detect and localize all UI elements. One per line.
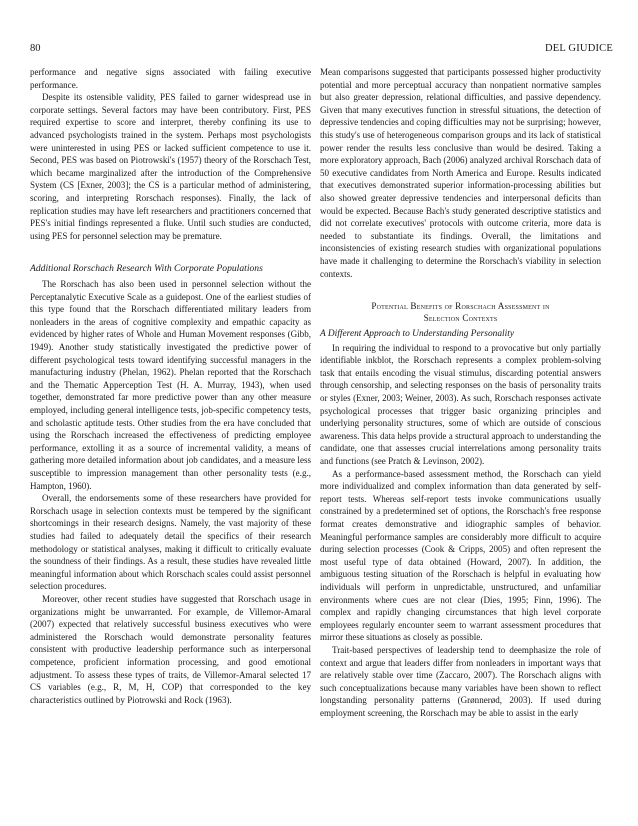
paragraph: Overall, the endorsements some of these researchers have provided for Rorschach usage in selection contexts must be tempered by the significant shortcomings in their research designs. Namely, the vast majority of these studies had failed to adequately detail the specifics of their research methodology or statistical analyses, making it difficult to critically evaluate the soundness of their findings. As a result, these studies have revealed little meaningful information about which Rorschach scales could assist personnel selection procedures. xyxy=(30,493,311,592)
subsection-heading: A Different Approach to Understanding Personality xyxy=(320,329,514,340)
section-heading xyxy=(320,300,601,324)
right-column xyxy=(320,66,601,720)
paragraph: As a performance-based assessment method, the Rorschach can yield more individualized and complex information than data generated by self-report tests. Whereas self-report tests invoke communications usually constrained by a predetermined set of options, the Rorschach's free response format creates demonstrative and idiographic samples of behavior. Meaningful performance samples are considerably more difficult to acquire during selection processes (Cook & Cripps, 2005) and often represent the most useful type of data obtained (Howard, 2007). In addition, the ambiguous testing situation of the Rorschach is helpful in evaluating how individuals will perform in unpredictable, unstructured, and unfamiliar environments where cues are not clear (Dies, 1995; Finn, 1996). The complex and rapidly changing circumstances that high level corporate employees regularly encounter seem to warrant assessment procedures that mirror these situations as closely as possible. xyxy=(320,468,601,643)
paragraph: Trait-based perspectives of leadership tend to deemphasize the role of context and argue that leaders differ from nonleaders in important ways that are relatively stable over time (Zaccaro, 2007). The Rorschach aligns with such conceptualizations because many variables have been shown to reflect longstanding personality patterns (Grønnerød, 2003). If used during employment screening, the Rorschach may be able to assist in the early xyxy=(320,644,601,718)
running-head: DEL GIUDICE xyxy=(544,43,613,54)
left-column xyxy=(30,66,311,706)
paragraph: performance and negative signs associated with failing executive performance. xyxy=(30,67,311,90)
page-number: 80 xyxy=(30,43,41,54)
section-heading-line-1: Potential Benefits of Rorschach Assessment in xyxy=(371,301,550,312)
paragraph: Despite its ostensible validity, PES failed to garner widespread use in corporate settings. Several factors may have been contributory. First, PES required expertise to score and interpret, thereby confining its use to advanced psychologists trained in the system. Perhaps most psychologists were uninterested in using PES or lacked sufficient competence to use it. Second, PES was based on Piotrowski's (1957) theory of the Rorschach Test, which became marginalized after the introduction of the Comprehensive System (CS [Exner, 2003]; the CS is a particular method of administering, scoring, and interpreting Rorschach responses). Finally, the lack of replication studies may have left researchers and practitioners concerned that PES's initial findings represented a fluke. Until such studies are conducted, using PES for personnel selection may be premature. xyxy=(30,92,311,241)
paragraph: Mean comparisons suggested that participants possessed higher productivity potential and more perceptual accuracy than nonpatient normative samples but also greater depression, relational difficulties, and passive dependency. Given that many executives function in stressful situations, the detection of depressive tendencies and coping difficulties may not be surprising; however, this study's use of heterogeneous comparison groups and its lack of statistical power render the results less conclusive than would be desired. Taking a more exploratory approach, Bach (2006) analyzed archival Rorschach data of 50 executive candidates from North America and Europe. Results indicated that executives demonstrated superior information-processing abilities but also showed greater depressive tendencies and interpersonal deficits than would be expected. Because Bach's study generated descriptive statistics and did not correlate executives' protocols with outcome criteria, more data is needed to substantiate its findings. Overall, the limitations and inconsistencies of existing research studies with organizational populations have made it challenging to determine the Rorschach's viability in selection contexts. xyxy=(320,67,601,279)
paragraph: Moreover, other recent studies have suggested that Rorschach usage in organizations might be unwarranted. For example, de Villemor-Amaral (2007) expected that relatively successful business executives who were administered the Rorschach would demonstrate personality features consistent with productive leadership performance such as interpersonal competence, proficient information processing, and good emotional adjustment. To assess these types of traits, de Villemor-Amaral selected 17 CS variables (e.g., R, M, H, COP) that corresponded to the key characteristics outlined by Piotrowski and Rock (1963). xyxy=(30,593,311,705)
section-gap xyxy=(30,242,311,263)
section-subheading: Additional Rorschach Research With Corporate Populations xyxy=(30,263,263,275)
paragraph: The Rorschach has also been used in personnel selection without the Perceptanalytic Executive Scale as a guidepost. One of the earliest studies of this type found that the Rorschach differentiated military leaders from nonleaders in the areas of cognitive complexity and empathic capacity as evidenced by higher rates of Whole and Human Movement responses (Gibb, 1949). Another study statistically investigated the predictive power of different psychological tests toward identifying successful managers in the manufacturing industry (Phelan, 1962). Phelan reported that the Rorschach and the Thematic Apperception Test (H. A. Murray, 1943), when used together, demonstrated far more predictive power than any other measure employed, including general intelligence tests, job-specific competency tests, and scholastic aptitude tests. Other studies from the era have concluded that using the Rorschach increased the effectiveness of predicting employee performance, extolling it as a source of incremental validity, a means of gathering more detailed information about job candidates, and a measure less susceptible to impression management than other personality tests (e.g., Hampton, 1960). xyxy=(30,279,311,491)
page-header xyxy=(30,42,613,56)
paragraph: In requiring the individual to respond to a provocative but only partially identifiable inkblot, the Rorschach represents a complex problem-solving task that entails encoding the visual stimulus, discarding potential answers through censorship, and selecting responses on the basis of personality traits or styles (Exner, 2003; Weiner, 2003). As such, Rorschach responses activate psychological processes that trigger basic organizing principles and underlying personality structures, some of which are outside of conscious awareness. This data helps provide a structural approach to understanding the candidate, one that assesses crucial interrelations among personality traits and functions (see Pratch & Levinson, 2002). xyxy=(320,342,601,467)
section-heading-line-2: Selection Contexts xyxy=(423,313,498,324)
